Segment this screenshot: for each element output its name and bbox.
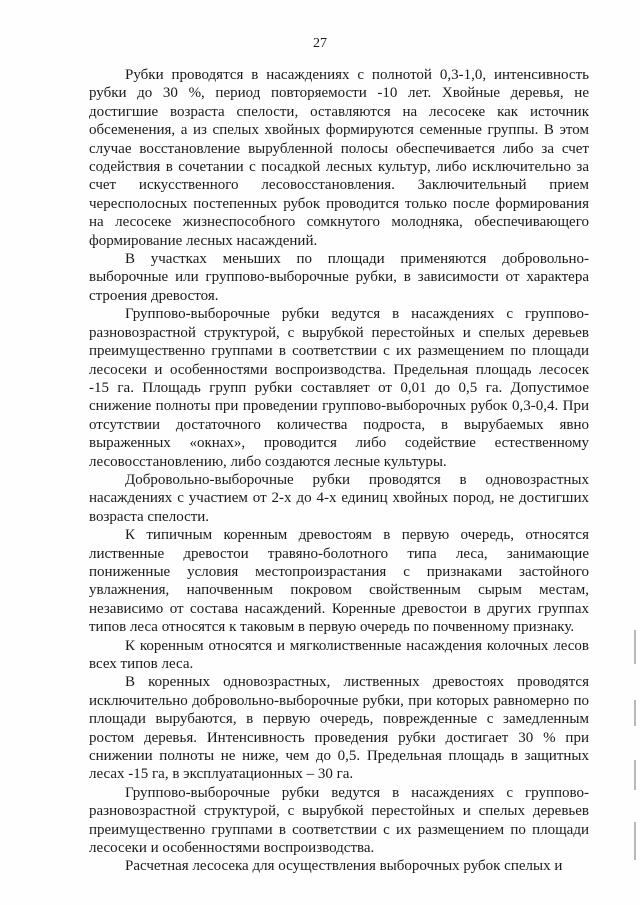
paragraph-6: К коренным относятся и мягколиственные насаждения колочных лесов всех типов леса. <box>89 637 589 672</box>
paragraph-7: В коренных одновозрастных, лиственных древостоях проводятся исключительно добровольно-выборочные рубки, при которых равномерно по площади вырубаются, в первую очередь, поврежденные с замедленным ростом деревья. Интенсивность проведения рубки достигает 30 % при снижении полноты не ниже, чем до 0,5. Предельная площадь в защитных лесах -15 га, в эксплуатационных – 30 га. <box>89 674 589 783</box>
paragraph-8: Группово-выборочные рубки ведутся в насаждениях с группово-разновозрастной структурой, с вырубкой перестойных и спелых деревьев преимущественно группами в соответствии с их размещением по площади лесосеки и особенностями воспроизводства. <box>89 784 589 857</box>
paragraph-5: К типичным коренным древостоям в первую очередь, относятся лиственные древостои травяно-болотного типа леса, занимающие пониженные условия местопроизрастания с признаками застойного увлажнения, напочвенным покровом свойственным сырым местам, независимо от состава насаждений. Коренные древостои в других группах типов леса относятся к таковым в первую очередь по почвенному признаку. <box>89 527 589 636</box>
paragraph-9: Расчетная лесосека для осуществления выборочных рубок спелых и <box>125 858 563 875</box>
page-number: 27 <box>313 36 327 51</box>
body-text <box>89 66 589 876</box>
paragraph-2: В участках меньших по площади применяются добровольно-выборочные или группово-выборочные рубки, в зависимости от характера строения древостоя. <box>89 251 589 304</box>
paragraph-1: Рубки проводятся в насаждениях с полнотой 0,3-1,0, интенсивность рубки до 30 %, период повторяемости -10 лет. Хвойные деревья, не достигшие возраста спелости, оставляются на лесосеке как источник обсеменения, а из спелых хвойных формируются семенные группы. В этом случае восстановление вырубленной полосы обеспечивается либо за счет содействия в сочетании с посадкой лесных культур, либо исключительно за счет искусственного лесовосстановления. Заключительный прием чересполосных постепенных рубок проводится только после формирования на лесосеке жизнеспособного сомкнутого молодняка, обеспечивающего формирование лесных насаждений. <box>89 67 589 249</box>
scan-margin-mark <box>634 822 636 860</box>
scan-margin-mark <box>634 760 636 790</box>
scan-margin-mark <box>634 630 636 664</box>
paragraph-3: Группово-выборочные рубки ведутся в насаждениях с группово-разновозрастной структурой, с вырубкой перестойных и спелых деревьев преимущественно группами в соответствии с их размещением по площади лесосеки и особенностями воспроизводства. Предельная площадь лесосек -15 га. Площадь групп рубки составляет от 0,01 до 0,5 га. Допустимое снижение полноты при проведении группово-выборочных рубок 0,3-0,4. При отсутствии достаточного количества подроста, в вырубаемых явно выраженных «окнах», проводится либо содействие естественному лесовосстановлению, либо создаются лесные культуры. <box>89 306 589 470</box>
scan-margin-mark <box>634 700 636 726</box>
paragraph-4: Добровольно-выборочные рубки проводятся в одновозрастных насаждениях с участием от 2-х до 4-х единиц хвойных пород, не достигших возраста спелости. <box>89 471 589 525</box>
